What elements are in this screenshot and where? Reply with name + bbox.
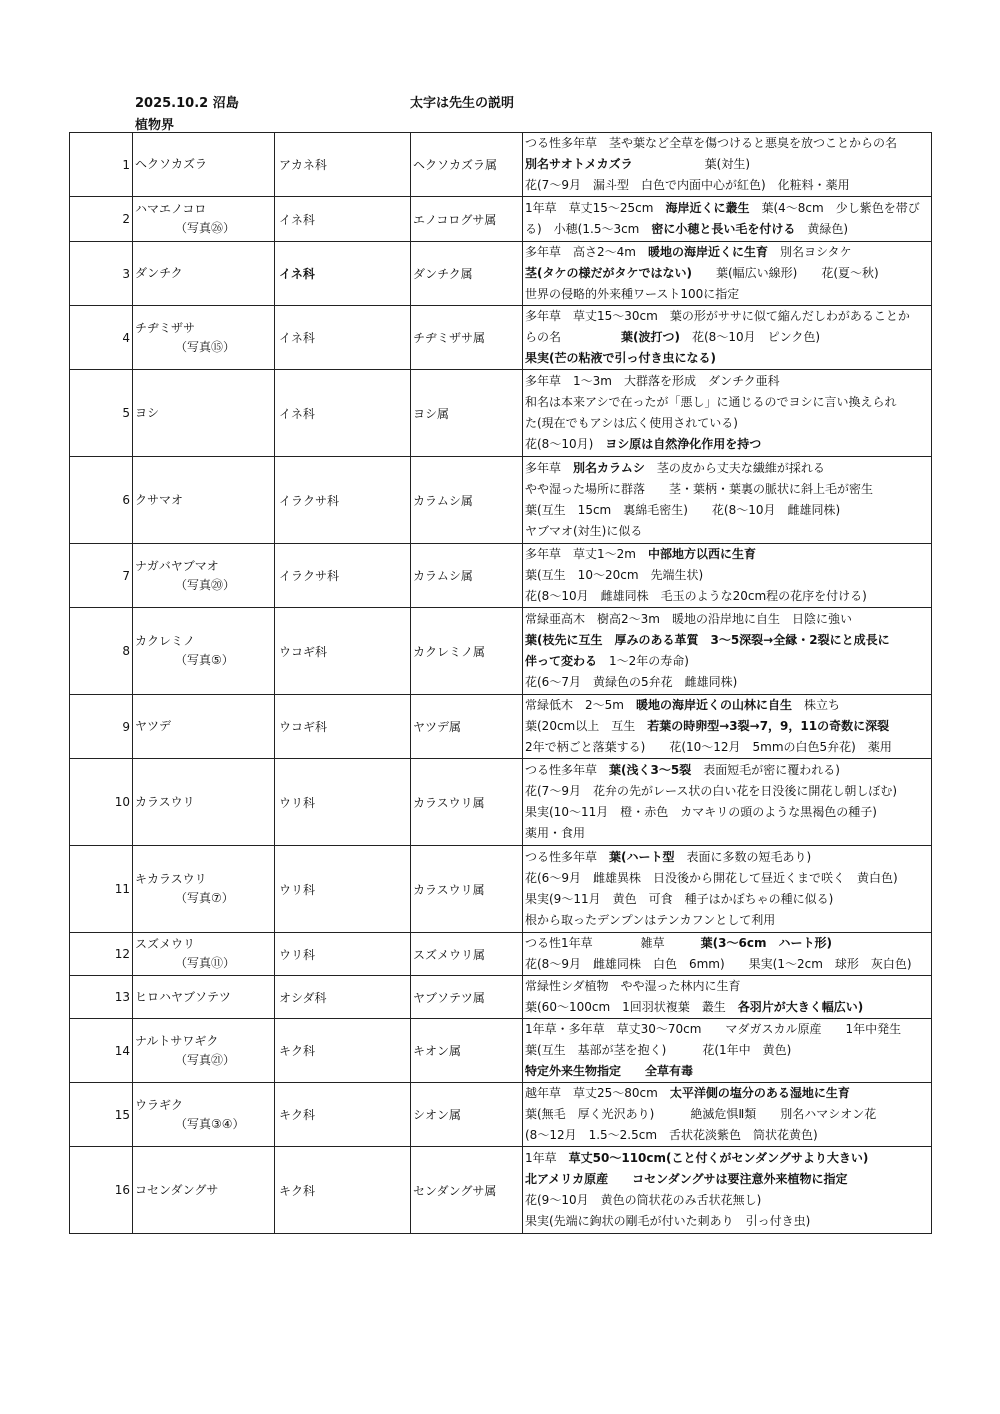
row-number: 12 <box>70 933 133 976</box>
bold-note: 太字は先生の説明 <box>410 96 515 111</box>
family-name: イネ科 <box>275 197 411 242</box>
plant-name-cell <box>133 608 275 695</box>
description-line <box>525 847 929 868</box>
table-row <box>70 457 932 544</box>
genus-name: チヂミザサ属 <box>411 306 523 370</box>
description-text: 越年草 草丈25～80cm <box>525 1086 670 1100</box>
description-text: 1年草 <box>525 1151 569 1165</box>
plant-name-cell <box>133 695 275 759</box>
table-row <box>70 544 932 608</box>
description-text: 花(9～10月 黄色の筒状花のみ舌状花無し) <box>525 1193 762 1207</box>
description-line <box>525 1148 929 1169</box>
family-name: イラクサ科 <box>275 544 411 608</box>
description-text: 果実(先端に鉤状の剛毛が付いた刺あり 引っ付き虫) <box>525 1214 811 1228</box>
description-text: ヤブマオ(対生)に似る <box>525 524 643 538</box>
table-row <box>70 197 932 242</box>
description-cell <box>523 133 932 197</box>
description-line <box>525 586 929 607</box>
teacher-note-text: 海岸近くに叢生 <box>665 201 750 215</box>
description-line <box>525 242 929 263</box>
description-cell <box>523 306 932 370</box>
description-text: つる性多年草 茎や葉など全草を傷つけると悪臭を放つことからの名 <box>525 136 898 150</box>
description-line <box>525 651 929 672</box>
teacher-note-text: 別名カラムシ <box>573 461 645 475</box>
plant-name-cell <box>133 457 275 544</box>
description-line <box>525 760 929 781</box>
genus-name: シオン属 <box>411 1083 523 1147</box>
description-line <box>525 737 929 758</box>
description-text: 花(8～10月 ピンク色) <box>680 330 821 344</box>
description-text: やや湿った場所に群落 茎・葉柄・葉裏の脈状に斜上毛が密生 <box>525 482 874 496</box>
description-text: 葉(対生) <box>632 157 751 171</box>
row-number: 6 <box>70 457 133 544</box>
teacher-note-text: 全草有毒 <box>645 1064 694 1078</box>
description-text: 常緑低木 2～5m <box>525 698 636 712</box>
plant-name-cell <box>133 544 275 608</box>
description-text: 葉(互生 基部が茎を抱く) 花(1年中 黄色) <box>525 1043 792 1057</box>
description-text: (8～12月 1.5～2.5cm 舌状花淡紫色 筒状花黄色) <box>525 1128 818 1142</box>
description-line <box>525 609 929 630</box>
description-line <box>525 500 929 521</box>
description-text: 多年草 高さ2～4m <box>525 245 648 259</box>
description-line <box>525 479 929 500</box>
plant-name: カクレミノ <box>135 634 196 648</box>
teacher-note-text: 草丈50～110cm(こと付くがセンダングサより大きい) <box>568 1151 869 1165</box>
description-cell <box>523 695 932 759</box>
description-line <box>525 544 929 565</box>
plant-name: クサマオ <box>135 492 184 507</box>
plant-name: チヂミザサ <box>135 320 196 335</box>
description-text: 和名は本来アシで在ったが「悪し」に通じるのでヨシに言い換えられ <box>525 395 897 409</box>
row-number: 7 <box>70 544 133 608</box>
table-row <box>70 1019 932 1083</box>
plant-name: ヤツデ <box>135 719 172 733</box>
description-line <box>525 889 929 910</box>
description-text: 花(8～9月 雌雄同株 白色 6mm) 果実(1～2cm 球形 灰白色) <box>525 957 912 971</box>
plant-name: ダンチク <box>135 266 183 280</box>
teacher-note-text: 北アメリカ原産 コセンダングサは要注意外来植物に指定 <box>525 1172 848 1186</box>
description-cell <box>523 242 932 306</box>
teacher-note-text: 葉(浅く3～5裂 <box>609 763 692 777</box>
description-line <box>525 263 929 284</box>
description-line <box>525 1083 929 1104</box>
photo-ref: （写真③④） <box>175 1116 245 1131</box>
photo-ref: （写真⑳） <box>175 577 236 592</box>
genus-name: カクレミノ属 <box>411 608 523 695</box>
teacher-note-text: 伴って変わる <box>525 654 598 668</box>
genus-name: カラスウリ属 <box>411 846 523 933</box>
description-line <box>525 630 929 651</box>
description-text: 1年草・多年草 草丈30～70cm マダガスカル原産 1年中発生 <box>525 1022 902 1036</box>
description-line <box>525 910 929 931</box>
description-line <box>525 327 929 348</box>
family-name: アカネ科 <box>275 133 411 197</box>
table-row <box>70 370 932 457</box>
family-name: キク科 <box>275 1083 411 1147</box>
description-text: る) 小穂(1.5～3cm <box>525 222 652 236</box>
description-text: 1年草 草丈15～25cm <box>525 201 666 215</box>
family-name: オシダ科 <box>275 976 411 1019</box>
description-line <box>525 781 929 802</box>
description-text: 葉(幅広い線形) 花(夏～秋) <box>691 266 879 280</box>
photo-ref: （写真㉑） <box>175 1052 236 1067</box>
photo-ref: （写真㉖） <box>175 221 236 235</box>
description-line <box>525 1040 929 1061</box>
teacher-note-text: 葉(ハート型 <box>609 850 675 864</box>
description-text: 多年草 <box>525 461 574 475</box>
description-line <box>525 219 929 240</box>
description-cell <box>523 1083 932 1147</box>
family-name: ウリ科 <box>275 933 411 976</box>
description-line <box>525 716 929 737</box>
table-row <box>70 306 932 370</box>
description-line <box>525 348 929 369</box>
table-row <box>70 846 932 933</box>
row-number: 15 <box>70 1083 133 1147</box>
description-text: 多年草 草丈15～30cm 葉の形がササに似て縮んだしわがあることか <box>525 309 910 323</box>
description-text: 別名ヨシタケ <box>767 245 852 259</box>
description-cell <box>523 457 932 544</box>
plant-name: ハマエノコロ <box>135 202 207 216</box>
description-line <box>525 823 929 844</box>
description-text: 表面に多数の短毛あり) <box>674 850 812 864</box>
description-line <box>525 954 929 975</box>
genus-name: ヤツデ属 <box>411 695 523 759</box>
teacher-note-text: 別名サオトメカズラ <box>525 157 633 171</box>
genus-name: センダングサ属 <box>411 1147 523 1234</box>
family-name: ウコギ科 <box>275 608 411 695</box>
description-cell <box>523 976 932 1019</box>
date-place: 2025.10.2 沼島 <box>135 96 239 111</box>
family-name: ウリ科 <box>275 759 411 846</box>
row-number: 14 <box>70 1019 133 1083</box>
description-text: 花(8～10月) <box>525 437 606 451</box>
plant-name-cell <box>133 1019 275 1083</box>
description-line <box>525 802 929 823</box>
family-name: ウリ科 <box>275 846 411 933</box>
teacher-note-text: 中部地方以西に生育 <box>647 547 756 561</box>
description-line <box>525 434 929 455</box>
plant-name-cell <box>133 976 275 1019</box>
genus-name: ヤブソテツ属 <box>411 976 523 1019</box>
genus-name: カラムシ属 <box>411 457 523 544</box>
description-line <box>525 133 929 154</box>
family-name: イネ科 <box>275 242 411 306</box>
description-line <box>525 413 929 434</box>
plant-name: ナルトサワギク <box>135 1033 219 1048</box>
description-text: 果実(9～11月 黄色 可食 種子はかぼちゃの種に似る) <box>525 892 834 906</box>
description-cell <box>523 846 932 933</box>
description-line <box>525 1019 929 1040</box>
description-text: 多年草 草丈1～2m <box>525 547 648 561</box>
description-text: つる性多年草 <box>525 850 610 864</box>
description-cell <box>523 544 932 608</box>
description-text: た(現在でもアシは広く使用されている) <box>525 416 738 430</box>
plant-table <box>69 132 932 1234</box>
description-line <box>525 565 929 586</box>
description-line <box>525 371 929 392</box>
description-cell <box>523 1147 932 1234</box>
genus-name: カラムシ属 <box>411 544 523 608</box>
description-text: 根から取ったデンプンはテンカフンとして利用 <box>525 913 776 927</box>
row-number: 9 <box>70 695 133 759</box>
description-text: つる性1年草 雑草 <box>525 936 701 950</box>
description-text: らの名 <box>525 330 622 344</box>
description-cell <box>523 197 932 242</box>
photo-ref: （写真⑪） <box>175 956 236 970</box>
family-name: イネ科 <box>275 306 411 370</box>
plant-name: スズメウリ <box>135 937 196 951</box>
table-row <box>70 759 932 846</box>
row-number: 4 <box>70 306 133 370</box>
row-number: 3 <box>70 242 133 306</box>
genus-name: ダンチク属 <box>411 242 523 306</box>
description-line <box>525 997 929 1018</box>
teacher-note-text: 暖地の海岸近くに生育 <box>647 245 768 259</box>
genus-name: キオン属 <box>411 1019 523 1083</box>
description-text: 表面短毛が密に覆われる) <box>691 763 840 777</box>
description-text: つる性多年草 <box>525 763 610 777</box>
description-line <box>525 1061 929 1082</box>
description-cell <box>523 1019 932 1083</box>
genus-name: ヘクソカズラ属 <box>411 133 523 197</box>
description-line <box>525 1104 929 1125</box>
description-line <box>525 1190 929 1211</box>
description-text: 2年で柄ごと落葉する) 花(10～12月 5mmの白色5弁花) 薬用 <box>525 740 892 754</box>
description-text: 花(7～9月 花弁の先がレース状の白い花を日没後に開花し朝しぼむ) <box>525 784 898 798</box>
description-line <box>525 933 929 954</box>
description-line <box>525 154 929 175</box>
plant-name-cell <box>133 933 275 976</box>
description-cell <box>523 759 932 846</box>
row-number: 16 <box>70 1147 133 1234</box>
description-text: 葉(4～8cm 少し紫色を帯び <box>749 201 920 215</box>
teacher-note-text: 果実(芒の粘液で引っ付き虫になる) <box>525 351 716 365</box>
description-text: 葉(20cm以上 互生 <box>525 719 648 733</box>
description-text: 葉(互生 15cm 裏綿毛密生) 花(8～10月 雌雄同株) <box>525 503 841 517</box>
description-text: 果実(10～11月 橙・赤色 カマキリの頭のような黒褐色の種子) <box>525 805 877 819</box>
description-text: 花(6～7月 黄緑色の5弁花 雌雄同株) <box>525 675 738 689</box>
family-name: イネ科 <box>275 370 411 457</box>
description-text: 1～2年の寿命) <box>597 654 689 668</box>
description-line <box>525 521 929 542</box>
plant-name: カラスウリ <box>135 794 195 809</box>
description-line <box>525 306 929 327</box>
description-line <box>525 1169 929 1190</box>
teacher-note-text: 茎(タケの様だがタケではない) <box>525 266 692 280</box>
description-line <box>525 458 929 479</box>
teacher-note-text: 葉(3～6cm ハート形) <box>700 936 832 950</box>
plant-name-cell <box>133 846 275 933</box>
row-number: 2 <box>70 197 133 242</box>
teacher-note-text: 葉(枝先に互生 厚みのある革質 3～5深裂→全縁・2裂にと成長に <box>525 633 890 647</box>
description-cell <box>523 370 932 457</box>
family-name: キク科 <box>275 1019 411 1083</box>
table-row <box>70 1147 932 1234</box>
plant-table-body <box>70 133 932 1234</box>
photo-ref: （写真⑦） <box>175 891 234 905</box>
description-text: 葉(互生 10～20cm 先端生状) <box>525 568 704 582</box>
description-text: 多年草 1～3m 大群落を形成 ダンチク亜科 <box>525 374 780 388</box>
row-number: 5 <box>70 370 133 457</box>
description-text: 葉(60～100cm 1回羽状複葉 叢生 <box>525 1000 738 1014</box>
plant-name-cell <box>133 1083 275 1147</box>
teacher-note-text: 葉(波打つ) <box>621 330 680 344</box>
teacher-note-text: 密に小穂と長い毛を付ける <box>651 222 796 236</box>
description-text: 黄緑色) <box>795 222 849 236</box>
description-text: 花(7～9月 漏斗型 白色で内面中心が紅色) 化粧料・薬用 <box>525 178 850 192</box>
plant-name-cell <box>133 306 275 370</box>
description-text: 世界の侵略的外来種ワースト100に指定 <box>525 287 740 301</box>
description-line <box>525 695 929 716</box>
teacher-note-text: 若葉の時卵型→3裂→7，9，11の奇数に深裂 <box>647 719 890 733</box>
teacher-note-text: 太平洋側の塩分のある湿地に生育 <box>669 1086 850 1100</box>
plant-name-cell <box>133 242 275 306</box>
description-line <box>525 392 929 413</box>
description-line <box>525 976 929 997</box>
table-row <box>70 933 932 976</box>
genus-name: エノコログサ属 <box>411 197 523 242</box>
photo-ref: （写真⑤） <box>175 653 234 667</box>
plant-name: ヘクソカズラ <box>135 157 208 171</box>
plant-name-cell <box>133 197 275 242</box>
genus-name: ヨシ属 <box>411 370 523 457</box>
table-row <box>70 133 932 197</box>
description-text: 常緑亜高木 樹高2～3m 暖地の沿岸地に自生 日陰に強い <box>525 612 852 626</box>
description-line <box>525 1211 929 1232</box>
table-row <box>70 242 932 306</box>
plant-name-cell <box>133 370 275 457</box>
plant-name: ヒロハヤブソテツ <box>135 989 231 1004</box>
description-text: 葉(無毛 厚く光沢あり) 絶滅危惧Ⅱ類 別名ハマシオン花 <box>525 1107 877 1121</box>
genus-name: カラスウリ属 <box>411 759 523 846</box>
plant-name: コセンダングサ <box>135 1182 219 1197</box>
description-line <box>525 868 929 889</box>
table-row <box>70 1083 932 1147</box>
description-line <box>525 672 929 693</box>
plant-name: ナガバヤブマオ <box>135 558 219 573</box>
teacher-note-text: 暖地の海岸近くの山林に自生 <box>635 698 792 712</box>
description-text: 茎の皮から丈夫な繊維が採れる <box>644 461 825 475</box>
teacher-note-text: 各羽片が大きく幅広い) <box>737 1000 864 1014</box>
description-text: 常緑性シダ植物 やや湿った林内に生育 <box>525 979 741 993</box>
description-cell <box>523 608 932 695</box>
plant-name-cell <box>133 759 275 846</box>
description-line <box>525 198 929 219</box>
description-text: 花(8～10月 雌雄同株 毛玉のような20cm程の花序を付ける) <box>525 589 867 603</box>
family-name: キク科 <box>275 1147 411 1234</box>
plant-name: キカラスウリ <box>135 872 207 886</box>
plant-name-cell <box>133 133 275 197</box>
teacher-note-text: 特定外来生物指定 <box>525 1064 622 1078</box>
description-text: 株立ち <box>791 698 840 712</box>
table-row <box>70 695 932 759</box>
row-number: 1 <box>70 133 133 197</box>
kingdom-label: 植物界 <box>135 118 175 133</box>
description-text: 花(6～9月 雌雄異株 日没後から開花して昼近くまで咲く 黄白色) <box>525 871 898 885</box>
row-number: 11 <box>70 846 133 933</box>
description-text: 薬用・食用 <box>525 826 586 840</box>
description-text <box>621 1064 645 1078</box>
genus-name: スズメウリ属 <box>411 933 523 976</box>
description-cell <box>523 933 932 976</box>
row-number: 10 <box>70 759 133 846</box>
row-number: 13 <box>70 976 133 1019</box>
plant-name: ヨシ <box>135 405 160 420</box>
family-name: ウコギ科 <box>275 695 411 759</box>
family-name: イラクサ科 <box>275 457 411 544</box>
photo-ref: （写真⑮） <box>175 339 236 354</box>
row-number: 8 <box>70 608 133 695</box>
description-line <box>525 175 929 196</box>
description-line <box>525 1125 929 1146</box>
table-row <box>70 608 932 695</box>
table-row <box>70 976 932 1019</box>
teacher-note-text: ヨシ原は自然浄化作用を持つ <box>605 437 762 451</box>
plant-name: ウラギク <box>135 1097 184 1112</box>
description-line <box>525 284 929 305</box>
plant-name-cell <box>133 1147 275 1234</box>
